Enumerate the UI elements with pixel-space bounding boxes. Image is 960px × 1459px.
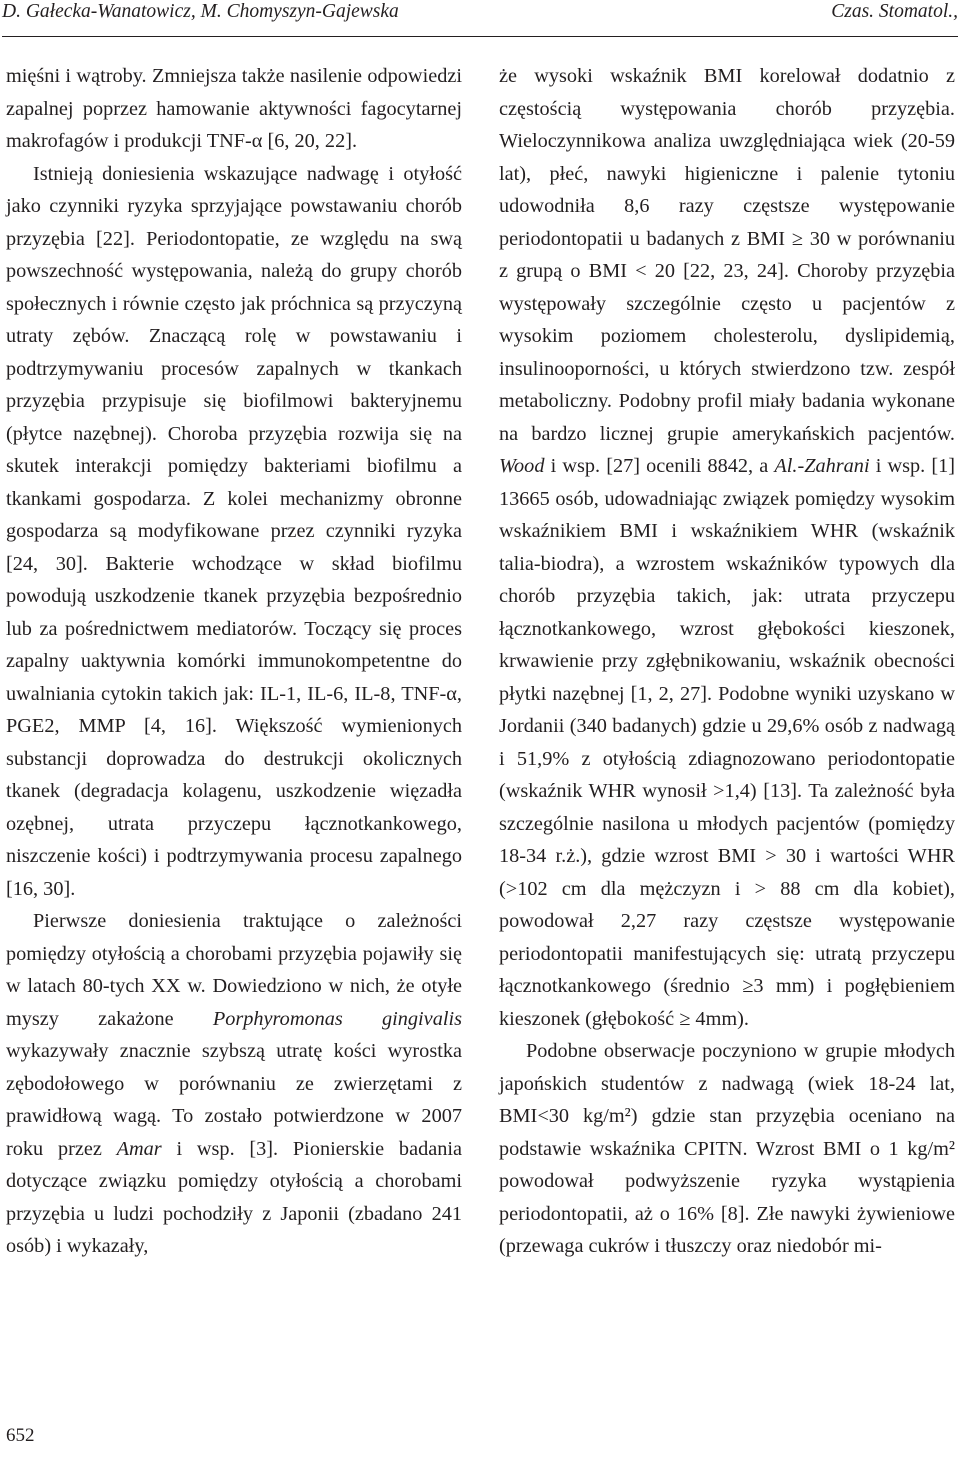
- header-journal: Czas. Stomatol.,: [831, 1, 958, 22]
- left-paragraph-3: [6, 905, 462, 1263]
- author-wood: Wood: [499, 455, 545, 477]
- right-paragraph-2: Podobne obserwacje poczyniono w grupie młodych japońskich studentów z nadwagą (wiek 18-24 lat, BMI<30 kg/m²) gdzie stan przyzębia oceniano na podstawie wskaźnika CPITN. Wzrost BMI o 1 kg/m² powodował podwyższenie ryzyka wystąpienia periodontopatii, aż o 16% [8]. Złe nawyki żywieniowe (przewaga cukrów i tłuszczy oraz niedobór mi-: [499, 1040, 955, 1257]
- left-paragraph-1: mięśni i wątroby. Zmniejsza także nasilenie odpowiedzi zapalnej poprzez hamowanie aktywności fagocytarnej makrofagów i produkcji TNF-α [6, 20, 22].: [6, 65, 462, 152]
- right-p1-text-b: i wsp. [27] ocenili 8842, a: [544, 455, 775, 477]
- right-column: [499, 60, 955, 1263]
- author-al-zahrani: Al.-Zahrani: [774, 455, 870, 477]
- header-authors: D. Gałecka-Wanatowicz, M. Chomyszyn-Gajewska: [2, 1, 399, 22]
- page-number: 652: [6, 1425, 35, 1446]
- right-paragraph-1: [499, 60, 955, 1035]
- left-column: [6, 60, 462, 1263]
- author-amar: Amar: [116, 1137, 162, 1160]
- species-name: Porphyromonas gingivalis: [212, 1007, 462, 1030]
- left-paragraph-2: Istnieją doniesienia wskazujące nadwagę i otyłość jako czynniki ryzyka sprzyjające powstawaniu chorób przyzębia [22]. Periodontopatie, ze względu na swą powszechność występowania, należą do grupy chorób społecznych i równie często jak próchnica są przyczyną utraty zębów. Znaczącą rolę w powstawaniu i podtrzymywaniu procesów zapalnych w tkankach przyzębia przypisuje się biofilmowi bakteryjnemu (płytce nazębnej). Choroba przyzębia rozwija się na skutek interakcji pomiędzy bakteriami biofilmu a tkankami gospodarza. Z kolei mechanizmy obronne gospodarza są modyfikowane przez czynniki ryzyka [24, 30]. Bakterie wchodzące w skład biofilmu powodują uszkodzenie tkanek przyzębia bezpośrednio lub za pośrednictwem mediatorów. Toczący się proces zapalny uaktywnia komórki immunokompetentne do uwalniania cytokin takich jak: IL-1, IL-6, IL-8, TNF-α, PGE2, MMP [4, 16]. Większość wymienionych substancji doprowadza do destrukcji okolicznych tkanek (degradacja kolagenu, uszkodzenie więzadła ozębnej, utrata przyczepu łącznotkankowego, niszczenie kości) i podtrzymywania procesu zapalnego [16, 30].: [6, 162, 462, 900]
- right-p1-text-c: i wsp. [1] 13665 osób, udowadniając związek pomiędzy wysokim wskaźnikiem BMI i wskaźnikiem WHR (wskaźnik talia-biodra), a wzrostem wskaźników typowych dla chorób przyzębia takich, jak: utrata przyczepu łącznotkankowego, wzrost głębokości kieszonek, krwawienie przy zgłębnikowaniu, wskaźnik obecności płytki nazębnej [1, 2, 27]. Podobne wyniki uzyskano w Jordanii (340 badanych) gdzie u 29,6% osób z nadwagą i 51,9% z otyłością zdiagnozowano periodontopatie (wskaźnik WHR wynosił >1,4) [13]. Ta zależność była szczególnie nasilona u młodych pacjentów (pomiędzy 18-34 r.ż.), gdzie wzrost BMI > 30 i wartości WHR (>102 cm dla mężczyzn i > 88 cm dla kobiet), powodował 2,27 razy częstsze występowanie periodontopatii manifestujących się: utratą przyczepu łącznotkankowego (średnio ≥3 mm) i pogłębieniem kieszonek (głębokość ≥ 4mm).: [499, 455, 955, 1030]
- left-p3-text-c: i wsp. [3]. Pionierskie badania dotyczące związku pomiędzy otyłością a chorobami przyzębia u ludzi pochodziły z Japonii (zbadano 241 osób) i wykazały,: [6, 1137, 462, 1257]
- right-p1-text-a: że wysoki wskaźnik BMI korelował dodatnio z częstością występowania chorób przyzębia. Wieloczynnikowa analiza uwzględniająca wiek (20-59 lat), płeć, nawyki higieniczne i palenie tytoniu udowodniła 8,6 razy częstsze występowanie periodontopatii u badanych z BMI ≥ 30 w porównaniu z grupą o BMI < 20 [22, 23, 24]. Choroby przyzębia występowały szczególnie często u pacjentów z wysokim poziomem cholesterolu, dyslipidemią, insulinooporności, u których stwierdzono tzw. zespół metaboliczny. Podobny profil miały badania wykonane na bardzo licznej grupie amerykańskich pacjentów.: [499, 65, 955, 445]
- running-header: [2, 0, 958, 37]
- left-p3-text-a: Pierwsze doniesienia traktujące o zależności pomiędzy otyłością a chorobami przyzębia pojawiły się w latach 80-tych XX w. Dowiedziono w nich, że otyłe myszy zakażone: [6, 910, 462, 1030]
- left-p3-text-b: wykazywały znacznie szybszą utratę kości wyrostka zębodołowego w porównaniu ze zwierzętami z prawidłową wagą. To zostało potwierdzone w 2007 roku przez: [6, 1040, 462, 1160]
